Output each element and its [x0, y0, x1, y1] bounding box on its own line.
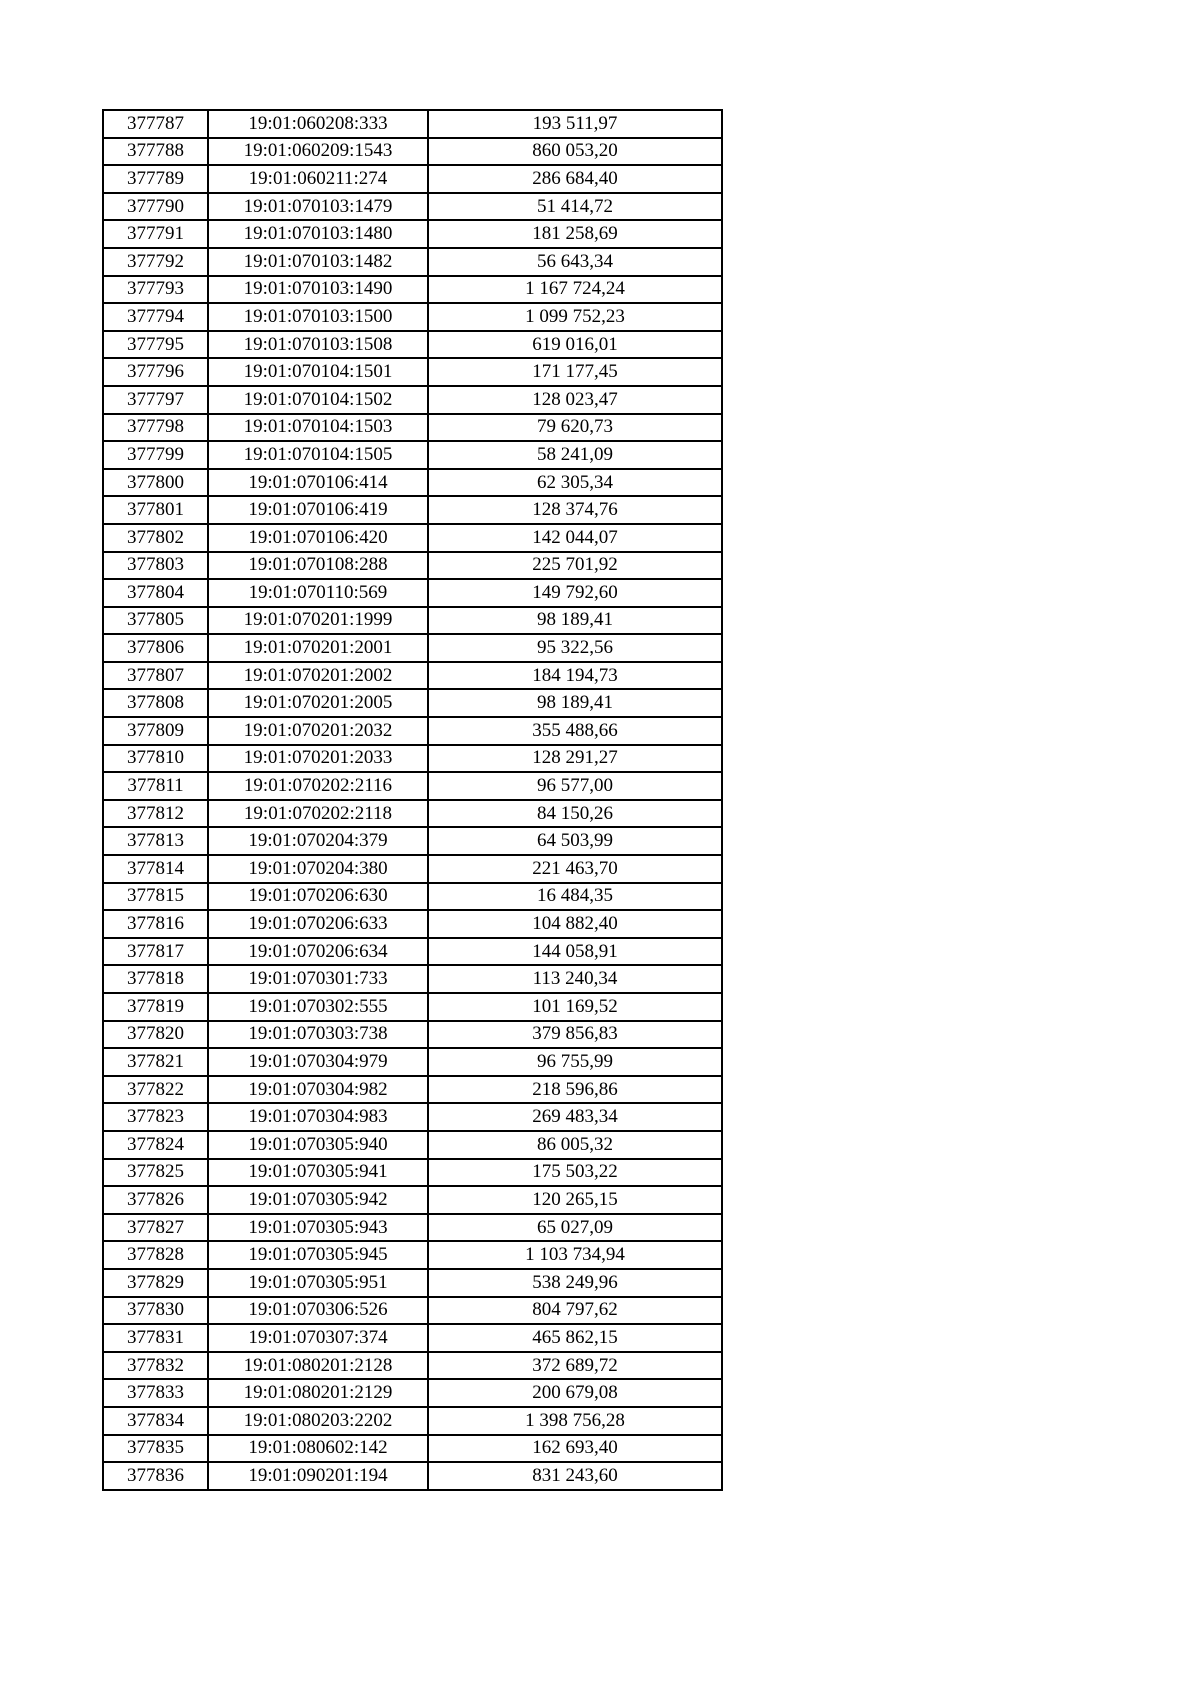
table-row: [103, 414, 722, 442]
table-row: [103, 607, 722, 635]
cadastral-value-cell: 144 058,91: [428, 938, 722, 966]
cadastral-number-cell: 19:01:060209:1543: [208, 138, 428, 166]
cadastral-value-cell: 98 189,41: [428, 689, 722, 717]
table-row: [103, 1241, 722, 1269]
table-row: [103, 1407, 722, 1435]
cadastral-value-cell: 96 577,00: [428, 772, 722, 800]
row-id-cell: 377787: [103, 110, 208, 138]
cadastral-number-cell: 19:01:070305:941: [208, 1159, 428, 1187]
table-row: [103, 634, 722, 662]
cadastral-number-cell: 19:01:080602:142: [208, 1435, 428, 1463]
table-row: [103, 552, 722, 580]
cadastral-number-cell: 19:01:070110:569: [208, 579, 428, 607]
cadastral-value-cell: 221 463,70: [428, 855, 722, 883]
cadastral-number-cell: 19:01:070304:982: [208, 1076, 428, 1104]
table-row: [103, 441, 722, 469]
row-id-cell: 377798: [103, 414, 208, 442]
cadastral-value-cell: 104 882,40: [428, 910, 722, 938]
row-id-cell: 377799: [103, 441, 208, 469]
row-id-cell: 377795: [103, 331, 208, 359]
cadastral-number-cell: 19:01:070305:940: [208, 1131, 428, 1159]
table-row: [103, 138, 722, 166]
row-id-cell: 377826: [103, 1186, 208, 1214]
table-row: [103, 579, 722, 607]
cadastral-value-cell: 1 398 756,28: [428, 1407, 722, 1435]
row-id-cell: 377835: [103, 1435, 208, 1463]
table-row: [103, 110, 722, 138]
cadastral-value-cell: 200 679,08: [428, 1379, 722, 1407]
table-row: [103, 1324, 722, 1352]
cadastral-value-cell: 1 167 724,24: [428, 276, 722, 304]
table-row: [103, 717, 722, 745]
cadastral-value-cell: 218 596,86: [428, 1076, 722, 1104]
cadastral-number-cell: 19:01:070302:555: [208, 993, 428, 1021]
row-id-cell: 377812: [103, 800, 208, 828]
table-row: [103, 1159, 722, 1187]
cadastral-number-cell: 19:01:070204:379: [208, 827, 428, 855]
cadastral-value-table: [102, 109, 723, 1491]
row-id-cell: 377794: [103, 303, 208, 331]
cadastral-value-cell: 58 241,09: [428, 441, 722, 469]
table-row: [103, 303, 722, 331]
cadastral-number-cell: 19:01:090201:194: [208, 1462, 428, 1490]
cadastral-value-cell: 128 023,47: [428, 386, 722, 414]
table-row: [103, 1379, 722, 1407]
table-row: [103, 689, 722, 717]
cadastral-number-cell: 19:01:080203:2202: [208, 1407, 428, 1435]
row-id-cell: 377791: [103, 220, 208, 248]
cadastral-number-cell: 19:01:070103:1480: [208, 220, 428, 248]
cadastral-value-cell: 16 484,35: [428, 883, 722, 911]
cadastral-number-cell: 19:01:070104:1503: [208, 414, 428, 442]
cadastral-number-cell: 19:01:070103:1508: [208, 331, 428, 359]
cadastral-value-cell: 86 005,32: [428, 1131, 722, 1159]
cadastral-number-cell: 19:01:070305:945: [208, 1241, 428, 1269]
table-row: [103, 193, 722, 221]
row-id-cell: 377830: [103, 1297, 208, 1325]
cadastral-number-cell: 19:01:070306:526: [208, 1297, 428, 1325]
cadastral-number-cell: 19:01:080201:2128: [208, 1352, 428, 1380]
table-row: [103, 331, 722, 359]
cadastral-value-cell: 96 755,99: [428, 1048, 722, 1076]
table-row: [103, 1352, 722, 1380]
cadastral-value-cell: 225 701,92: [428, 552, 722, 580]
cadastral-number-cell: 19:01:070201:2002: [208, 662, 428, 690]
cadastral-value-cell: 269 483,34: [428, 1103, 722, 1131]
table-row: [103, 910, 722, 938]
row-id-cell: 377806: [103, 634, 208, 662]
cadastral-number-cell: 19:01:070106:414: [208, 469, 428, 497]
cadastral-number-cell: 19:01:070104:1501: [208, 358, 428, 386]
row-id-cell: 377797: [103, 386, 208, 414]
table-row: [103, 358, 722, 386]
cadastral-value-cell: 181 258,69: [428, 220, 722, 248]
cadastral-value-cell: 162 693,40: [428, 1435, 722, 1463]
cadastral-value-cell: 65 027,09: [428, 1214, 722, 1242]
cadastral-value-cell: 355 488,66: [428, 717, 722, 745]
table-row: [103, 1435, 722, 1463]
row-id-cell: 377792: [103, 248, 208, 276]
cadastral-number-cell: 19:01:070305:943: [208, 1214, 428, 1242]
cadastral-number-cell: 19:01:070305:942: [208, 1186, 428, 1214]
cadastral-value-cell: 120 265,15: [428, 1186, 722, 1214]
cadastral-value-cell: 465 862,15: [428, 1324, 722, 1352]
cadastral-value-cell: 128 374,76: [428, 496, 722, 524]
row-id-cell: 377827: [103, 1214, 208, 1242]
cadastral-value-cell: 860 053,20: [428, 138, 722, 166]
cadastral-number-cell: 19:01:070204:380: [208, 855, 428, 883]
cadastral-number-cell: 19:01:070201:2001: [208, 634, 428, 662]
cadastral-number-cell: 19:01:070303:738: [208, 1021, 428, 1049]
row-id-cell: 377808: [103, 689, 208, 717]
cadastral-value-cell: 142 044,07: [428, 524, 722, 552]
row-id-cell: 377824: [103, 1131, 208, 1159]
cadastral-value-cell: 538 249,96: [428, 1269, 722, 1297]
cadastral-number-cell: 19:01:070206:630: [208, 883, 428, 911]
cadastral-value-cell: 113 240,34: [428, 965, 722, 993]
row-id-cell: 377833: [103, 1379, 208, 1407]
cadastral-value-cell: 101 169,52: [428, 993, 722, 1021]
table-row: [103, 276, 722, 304]
table-row: [103, 165, 722, 193]
row-id-cell: 377810: [103, 745, 208, 773]
row-id-cell: 377819: [103, 993, 208, 1021]
cadastral-number-cell: 19:01:070108:288: [208, 552, 428, 580]
table-row: [103, 248, 722, 276]
row-id-cell: 377809: [103, 717, 208, 745]
row-id-cell: 377836: [103, 1462, 208, 1490]
row-id-cell: 377834: [103, 1407, 208, 1435]
table-body: [103, 110, 722, 1490]
table-row: [103, 1186, 722, 1214]
row-id-cell: 377816: [103, 910, 208, 938]
cadastral-number-cell: 19:01:070202:2116: [208, 772, 428, 800]
cadastral-number-cell: 19:01:070307:374: [208, 1324, 428, 1352]
row-id-cell: 377788: [103, 138, 208, 166]
cadastral-value-cell: 98 189,41: [428, 607, 722, 635]
cadastral-value-cell: 175 503,22: [428, 1159, 722, 1187]
cadastral-value-cell: 84 150,26: [428, 800, 722, 828]
row-id-cell: 377823: [103, 1103, 208, 1131]
table-row: [103, 1021, 722, 1049]
table-row: [103, 1076, 722, 1104]
table-row: [103, 800, 722, 828]
row-id-cell: 377804: [103, 579, 208, 607]
cadastral-number-cell: 19:01:070104:1502: [208, 386, 428, 414]
cadastral-value-cell: 62 305,34: [428, 469, 722, 497]
row-id-cell: 377829: [103, 1269, 208, 1297]
row-id-cell: 377800: [103, 469, 208, 497]
row-id-cell: 377822: [103, 1076, 208, 1104]
table-row: [103, 772, 722, 800]
cadastral-value-cell: 619 016,01: [428, 331, 722, 359]
cadastral-value-cell: 128 291,27: [428, 745, 722, 773]
table-row: [103, 1103, 722, 1131]
cadastral-number-cell: 19:01:070206:633: [208, 910, 428, 938]
table-row: [103, 883, 722, 911]
row-id-cell: 377818: [103, 965, 208, 993]
cadastral-number-cell: 19:01:070106:419: [208, 496, 428, 524]
table-row: [103, 1269, 722, 1297]
row-id-cell: 377814: [103, 855, 208, 883]
cadastral-number-cell: 19:01:070106:420: [208, 524, 428, 552]
cadastral-number-cell: 19:01:070201:2005: [208, 689, 428, 717]
cadastral-value-cell: 804 797,62: [428, 1297, 722, 1325]
row-id-cell: 377805: [103, 607, 208, 635]
cadastral-number-cell: 19:01:070103:1490: [208, 276, 428, 304]
row-id-cell: 377828: [103, 1241, 208, 1269]
cadastral-number-cell: 19:01:070201:2032: [208, 717, 428, 745]
row-id-cell: 377815: [103, 883, 208, 911]
cadastral-value-cell: 51 414,72: [428, 193, 722, 221]
cadastral-number-cell: 19:01:070304:983: [208, 1103, 428, 1131]
cadastral-number-cell: 19:01:070304:979: [208, 1048, 428, 1076]
cadastral-value-cell: 1 103 734,94: [428, 1241, 722, 1269]
cadastral-number-cell: 19:01:070201:2033: [208, 745, 428, 773]
cadastral-value-cell: 372 689,72: [428, 1352, 722, 1380]
row-id-cell: 377821: [103, 1048, 208, 1076]
cadastral-value-cell: 1 099 752,23: [428, 303, 722, 331]
cadastral-number-cell: 19:01:070103:1500: [208, 303, 428, 331]
table-row: [103, 662, 722, 690]
cadastral-value-cell: 149 792,60: [428, 579, 722, 607]
row-id-cell: 377807: [103, 662, 208, 690]
cadastral-value-cell: 56 643,34: [428, 248, 722, 276]
cadastral-value-cell: 379 856,83: [428, 1021, 722, 1049]
cadastral-number-cell: 19:01:070103:1479: [208, 193, 428, 221]
table-row: [103, 855, 722, 883]
cadastral-value-cell: 79 620,73: [428, 414, 722, 442]
row-id-cell: 377796: [103, 358, 208, 386]
table-row: [103, 745, 722, 773]
table-row: [103, 220, 722, 248]
cadastral-number-cell: 19:01:070305:951: [208, 1269, 428, 1297]
row-id-cell: 377801: [103, 496, 208, 524]
table-row: [103, 965, 722, 993]
row-id-cell: 377803: [103, 552, 208, 580]
row-id-cell: 377817: [103, 938, 208, 966]
cadastral-number-cell: 19:01:070301:733: [208, 965, 428, 993]
cadastral-value-cell: 184 194,73: [428, 662, 722, 690]
cadastral-value-cell: 831 243,60: [428, 1462, 722, 1490]
cadastral-value-cell: 193 511,97: [428, 110, 722, 138]
cadastral-number-cell: 19:01:070206:634: [208, 938, 428, 966]
table-row: [103, 496, 722, 524]
cadastral-value-cell: 171 177,45: [428, 358, 722, 386]
table-row: [103, 386, 722, 414]
row-id-cell: 377811: [103, 772, 208, 800]
cadastral-value-cell: 95 322,56: [428, 634, 722, 662]
row-id-cell: 377813: [103, 827, 208, 855]
row-id-cell: 377802: [103, 524, 208, 552]
table-row: [103, 1462, 722, 1490]
cadastral-number-cell: 19:01:060208:333: [208, 110, 428, 138]
row-id-cell: 377831: [103, 1324, 208, 1352]
cadastral-number-cell: 19:01:080201:2129: [208, 1379, 428, 1407]
cadastral-number-cell: 19:01:060211:274: [208, 165, 428, 193]
row-id-cell: 377832: [103, 1352, 208, 1380]
row-id-cell: 377820: [103, 1021, 208, 1049]
cadastral-value-cell: 64 503,99: [428, 827, 722, 855]
row-id-cell: 377825: [103, 1159, 208, 1187]
row-id-cell: 377789: [103, 165, 208, 193]
row-id-cell: 377793: [103, 276, 208, 304]
cadastral-value-cell: 286 684,40: [428, 165, 722, 193]
table-row: [103, 469, 722, 497]
table-row: [103, 1048, 722, 1076]
table-row: [103, 993, 722, 1021]
table-row: [103, 938, 722, 966]
table-row: [103, 1131, 722, 1159]
cadastral-number-cell: 19:01:070103:1482: [208, 248, 428, 276]
cadastral-number-cell: 19:01:070202:2118: [208, 800, 428, 828]
cadastral-number-cell: 19:01:070104:1505: [208, 441, 428, 469]
row-id-cell: 377790: [103, 193, 208, 221]
table-row: [103, 827, 722, 855]
table-row: [103, 1214, 722, 1242]
cadastral-number-cell: 19:01:070201:1999: [208, 607, 428, 635]
table-row: [103, 1297, 722, 1325]
table-row: [103, 524, 722, 552]
